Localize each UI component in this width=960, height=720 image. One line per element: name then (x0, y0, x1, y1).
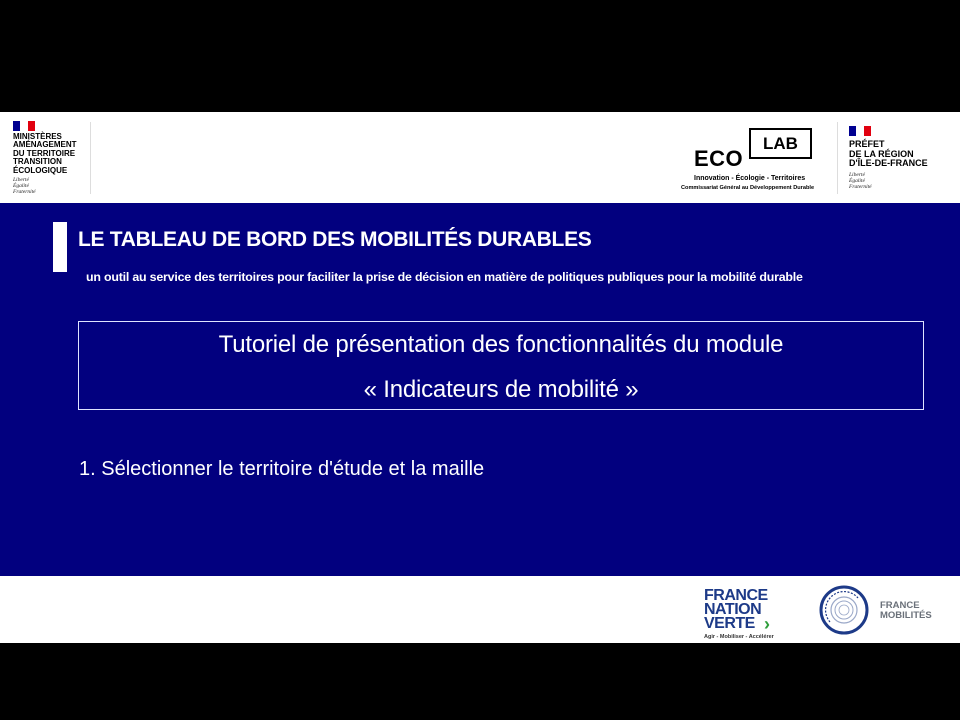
slide-header (0, 112, 960, 203)
fnv-line3: VERTE (704, 615, 755, 632)
slide-footer (0, 576, 960, 643)
title-accent-bar (53, 222, 67, 272)
ministry-motto: Liberté Égalité Fraternité (13, 177, 36, 195)
tutorial-box (78, 321, 924, 410)
france-mobilites-logo-icon (818, 584, 870, 636)
ecolab-eco: ECO (694, 146, 744, 171)
ministry-name: MINISTÈRES AMÉNAGEMENT DU TERRITOIRE TRANSITION ÉCOLOGIQUE (13, 132, 77, 175)
marianne-flag-icon (13, 121, 35, 131)
letterbox-top (0, 0, 960, 112)
step-heading: 1. Sélectionner le territoire d'étude et la maille (79, 458, 485, 480)
letterbox-bottom (0, 643, 960, 720)
tutorial-box-line2: « Indicateurs de mobilité » (363, 376, 639, 403)
france-mobilites-name: FRANCE MOBILITÉS (880, 600, 932, 621)
ecolab-tagline: Innovation - Écologie - Territoires (694, 175, 806, 182)
ecolab-lab: LAB (749, 128, 812, 159)
fnv-line2: NATION (704, 601, 762, 618)
ministry-divider (90, 122, 91, 194)
ecolab-cgdd: Commissariat Général au Développement Durable (681, 185, 815, 191)
prefet-motto: Liberté Égalité Fraternité (849, 172, 872, 190)
fnv-chevron-icon: › (764, 614, 770, 634)
slide-subtitle: un outil au service des territoires pour faciliter la prise de décision en matière de politiques publiques pour la mobilité durable (86, 270, 803, 284)
tutorial-box-line1: Tutoriel de présentation des fonctionnalités du module (218, 331, 784, 358)
fnv-tagline: Agir - Mobiliser - Accélérer (704, 634, 774, 640)
prefet-name: PRÉFET DE LA RÉGION D'ÎLE-DE-FRANCE (849, 139, 928, 169)
ecolab-divider (837, 122, 838, 194)
prefet-flag-icon (849, 126, 871, 136)
slide-title: LE TABLEAU DE BORD DES MOBILITÉS DURABLES (78, 228, 592, 251)
fnv-line1: FRANCE (704, 587, 768, 604)
